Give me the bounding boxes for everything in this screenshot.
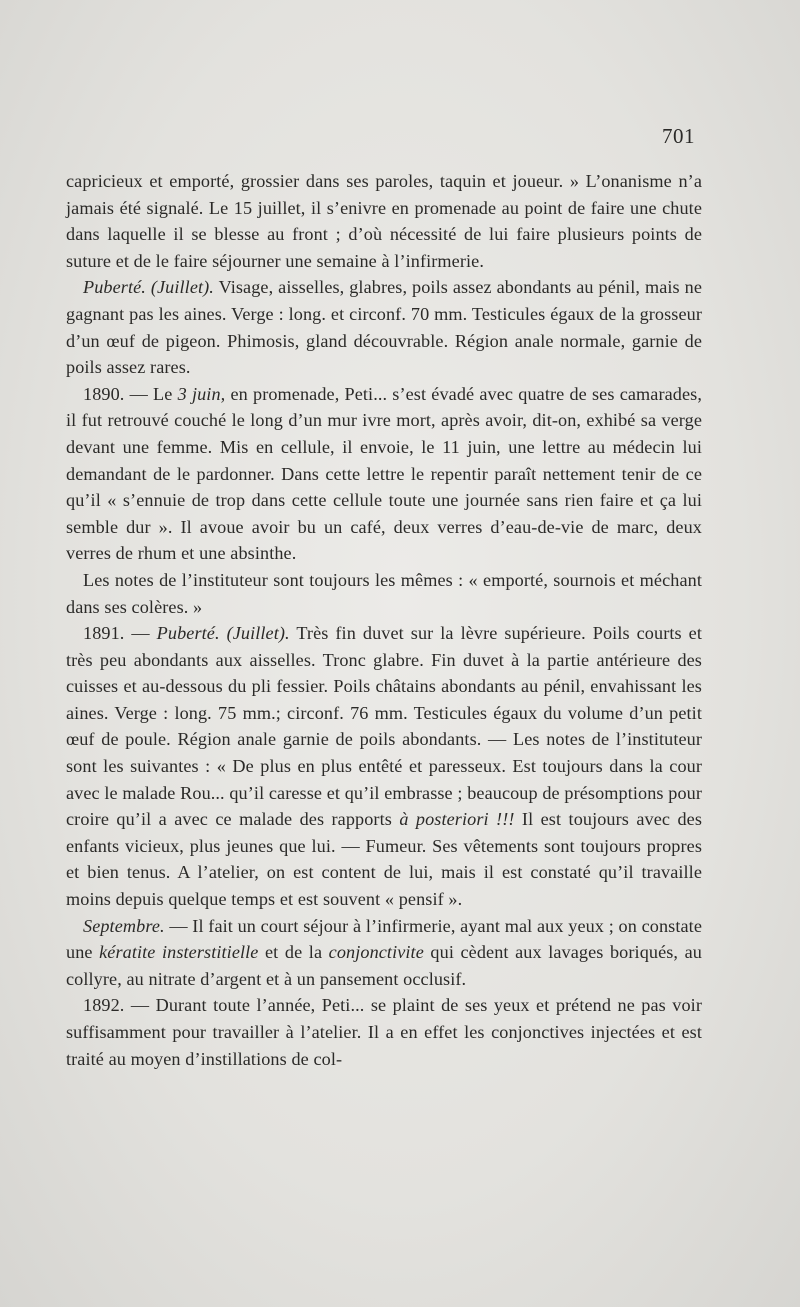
paragraph <box>66 913 702 993</box>
text-run: Très fin duvet sur la lèvre supérieure. Poils courts et très peu abondants aux aisselles. Tronc glabre. Fin duvet à la partie antérieure des cuisses et au-dessous du pli fessier. Poils châtains abondants au pénil, envahissant les aines. Verge : long. 75 mm.; circonf. 76 mm. Testicules égaux du volume d’un petit œuf de poule. Région anale garnie de poils abondants. — Les notes de l’instituteur sont les suivantes : « De plus en plus entêté et paresseux. Est toujours dans la cour avec le malade Rou... qu’il caresse et qu’il embrasse ; beaucoup de présomptions pour croire qu’il a avec ce malade des rapports <box>66 623 702 830</box>
paragraph <box>66 381 702 567</box>
body-text <box>66 168 702 1072</box>
text-run: — Il fait un court séjour à l’infirmerie, ayant mal aux yeux ; on constate une <box>66 915 702 963</box>
italic-run: 3 juin, <box>177 383 226 404</box>
paragraph <box>66 274 702 380</box>
paragraph <box>66 168 702 274</box>
paragraph <box>66 620 702 913</box>
text-run: Visage, aisselles, glabres, poils assez abondants au pénil, mais ne gagnant pas les aines. Verge : long. et circonf. 70 mm. Testicules égaux de la grosseur d’un œuf de pigeon. Phimosis, gland découvrable. Région anale normale, garnie de poils assez rares. <box>66 277 702 378</box>
italic-run: à posteriori !!! <box>399 809 515 830</box>
italic-run: Puberté. (Juillet). <box>156 623 290 644</box>
paragraph <box>66 992 702 1072</box>
text-run: en promenade, Peti... s’est évadé avec quatre de ses camarades, il fut retrouvé couché le long d’un mur ivre mort, après avoir, dit-on, exhibé sa verge devant une femme. Mis en cellule, il envoie, le 11 juin, une lettre au médecin lui demandant de le pardonner. Dans cette lettre le repentir paraît nettement tenir de ce qu’il « s’ennuie de trop dans cette cellule toute une journée sans rien faire et ça lui semble dur ». Il avoue avoir bu un café, deux verres d’eau-de-vie de marc, deux verres de rhum et une absinthe. <box>66 383 702 564</box>
text-run: 1892. — Durant toute l’année, Peti... se plaint de ses yeux et prétend ne pas voir suffisamment pour travailler à l’atelier. Il a en effet les conjonctives injectées et est traité au moyen d’instillations de col- <box>66 995 702 1069</box>
page-number: 701 <box>662 124 695 148</box>
paragraph <box>66 567 702 620</box>
italic-run: Puberté. (Juillet). <box>83 277 214 298</box>
text-run: et de la <box>258 942 329 963</box>
text-run: 1890. — Le <box>83 383 178 404</box>
text-run: qui cèdent aux lavages boriqués, au collyre, au nitrate d’argent et à un pansement occlusif. <box>66 942 702 989</box>
text-run: Il est toujours avec des enfants vicieux, plus jeunes que lui. — Fumeur. Ses vêtements sont toujours propres et bien tenus. A l’atelier, on est content de lui, mais il est constaté qu’il travaille moins depuis quelque temps et est souvent « pensif ». <box>66 809 702 910</box>
italic-run: Septembre. <box>83 915 165 936</box>
text-run: capricieux et emporté, grossier dans ses paroles, taquin et joueur. » L’onanisme n’a jamais été signalé. Le 15 juillet, il s’enivre en promenade au point de faire une chute dans laquelle il se blesse au front ; d’où nécessité de lui faire plusieurs points de suture et de le faire séjourner une semaine à l’infirmerie. <box>66 171 702 271</box>
text-run: 1891. — <box>83 623 157 644</box>
italic-run: conjonctivite <box>328 942 424 963</box>
italic-run: kératite insterstitielle <box>99 942 259 963</box>
text-run: Les notes de l’instituteur sont toujours les mêmes : « emporté, sournois et méchant dans ses colères. » <box>66 569 702 617</box>
